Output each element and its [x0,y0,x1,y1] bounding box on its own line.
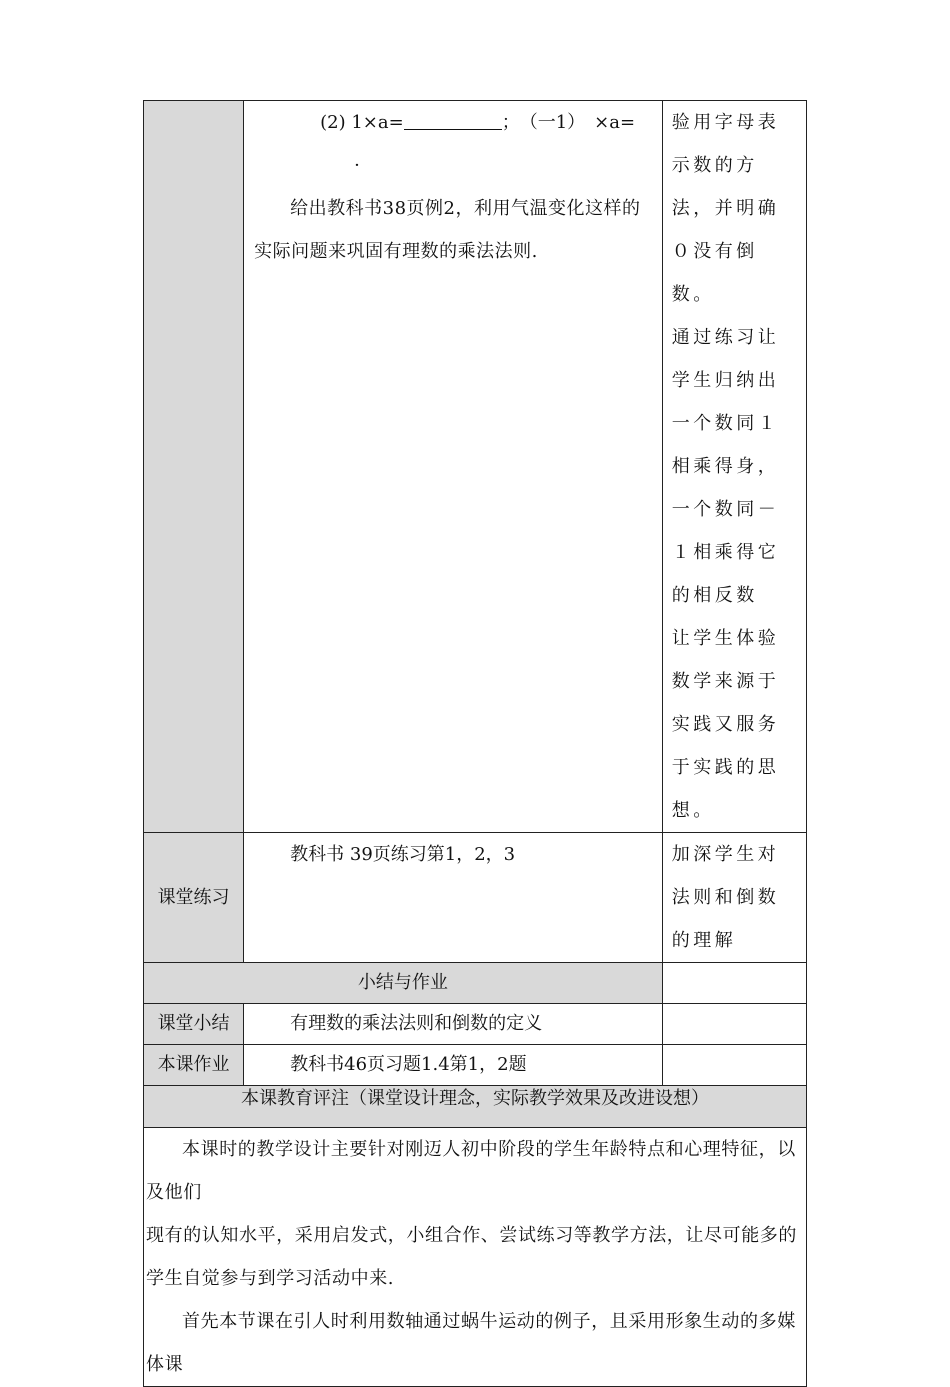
blank-label-cell [144,101,244,833]
practice-text: 教科书 39页练习第1，2，3 [290,844,516,865]
formula-continuation [254,144,654,187]
table-row [144,833,807,963]
answer-blank [404,111,502,130]
homework-content [244,1045,663,1086]
section-heading: 小结与作业 [144,963,663,1004]
homework-label: 本课作业 [144,1045,244,1086]
commentary-heading: 本课教育评注（课堂设计理念，实际教学效果及改进设想） [144,1086,807,1128]
formula-mid: ； （一1） ×a= [501,112,636,133]
commentary-paragraph-2: 首先本节课在引人时利用数轴通过蜗牛运动的例子，且采用形象生动的多媒体课 [146,1311,796,1375]
table-row [144,101,807,833]
practice-note: 加深学生对法则和倒数的理解 [662,833,806,963]
summary-text: 有理数的乘法法则和倒数的定义 [290,1013,543,1034]
table-row [144,1045,807,1086]
formula-line [254,101,654,144]
empty-cell [662,963,806,1004]
homework-text: 教科书46页习题1.4第1，2题 [290,1054,527,1075]
intent-note-1: 验用字母表示数的方法，并明确０没有倒数。 [671,112,780,305]
section-label: 课堂练习 [144,833,244,963]
empty-cell [662,1004,806,1045]
example-paragraph: 给出教科书38页例2，利用气温变化这样的实际问题来巩固有理数的乘法法则. [254,198,641,262]
commentary-body [144,1128,807,1387]
commentary-paragraph-1a: 本课时的教学设计主要针对刚迈人初中阶段的学生年龄特点和心理特征，以及他们 [146,1139,796,1203]
summary-content [244,1004,663,1045]
formula-end: · [354,155,360,176]
design-intent-cell [662,101,806,833]
intent-note-2: 通过练习让学生归纳出一个数同１相乘得身，一个数同－１相乘得它的相反数 [671,327,780,606]
intent-note-3: 让学生体验数学来源于实践又服务于实践的思想。 [671,628,780,821]
activity-cell [244,101,663,833]
formula-prefix: (2) 1×a= [320,112,404,133]
table-row [144,1086,807,1128]
table-row [144,963,807,1004]
summary-label: 课堂小结 [144,1004,244,1045]
table-row [144,1128,807,1387]
commentary-paragraph-1b: 现有的认知水平，采用启发式，小组合作、尝试练习等教学方法，让尽可能多的学生自觉参与到学习活动中来. [146,1225,797,1289]
table-row [144,1004,807,1045]
empty-cell [662,1045,806,1086]
lesson-plan-table [143,100,807,1387]
practice-content [244,833,663,963]
